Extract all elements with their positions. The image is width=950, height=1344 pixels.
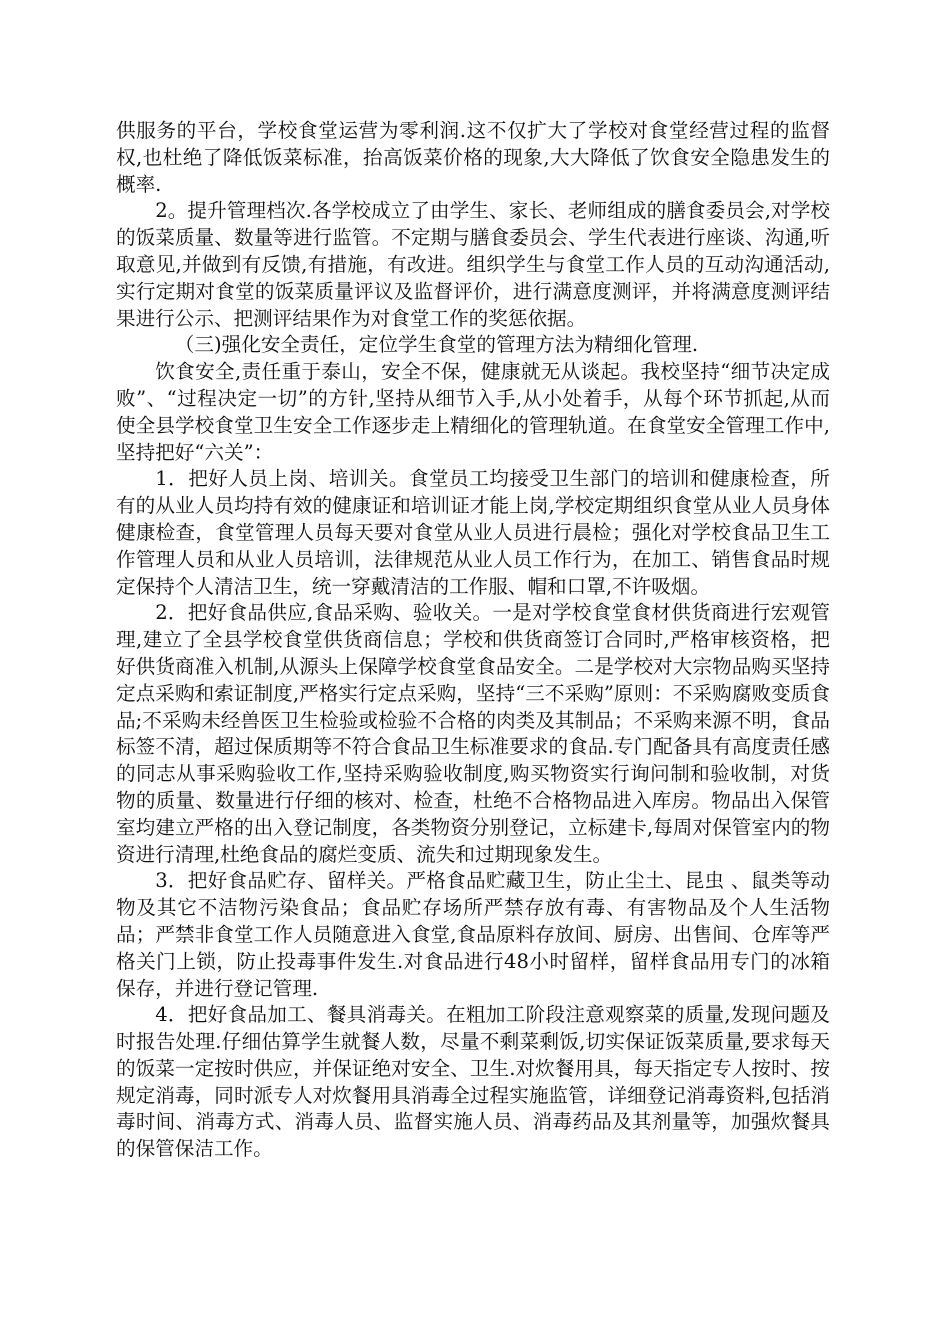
section-heading-safety-responsibility: （三)强化安全责任，定位学生食堂的管理方法为精细化管理.	[174, 333, 699, 357]
paragraph-processing-disinfection: 4．把好食品加工、餐具消毒关。在粗加工阶段注意观察菜的质量,发现问题及时报告处理.仔细估算学生就餐人数，尽量不剩菜剩饭,切实保证饭菜质量,要求每天的饭菜一定按时供应，并保证绝对安全、卫生.对炊餐用具，每天指定专人按时、按规定消毒，同时派专人对炊餐用具消毒全过程实施监管，详细登记消毒资料,包括消毒时间、消毒方式、消毒人员、监督实施人员、消毒药品及其剂量等，加强炊餐具的保管保洁工作。	[116, 1003, 830, 1161]
paragraph-management-level: 2。提升管理档次.各学校成立了由学生、家长、老师组成的膳食委员会,对学校的饭菜质量、数量等进行监管。不定期与膳食委员会、学生代表进行座谈、沟通,听取意见,并做到有反馈,有措施，有改进。组织学生与食堂工作人员的互动沟通活动,实行定期对食堂的饭菜质量评议及监督评价，进行满意度测评，并将满意度测评结果进行公示、把测评结果作为对食堂工作的奖惩依据。	[116, 199, 830, 330]
paragraph-food-safety-principle: 饮食安全,责任重于泰山，安全不保，健康就无从谈起。我校坚持“细节决定成败”、“过程决定一切”的方针,坚持从细节入手,从小处着手，从每个环节抓起,从而使全县学校食堂卫生安全工作逐步走上精细化的管理轨道。在食堂安全管理工作中,坚持把好“六关”：	[116, 360, 830, 464]
paragraph-staff-training: 1．把好人员上岗、培训关。食堂员工均接受卫生部门的培训和健康检查，所有的从业人员均持有效的健康证和培训证才能上岗,学校定期组织食堂从业人员身体健康检查，食堂管理人员每天要对食堂从业人员进行晨检；强化对学校食品卫生工作管理人员和从业人员培训，法律规范从业人员工作行为，在加工、销售食品时规定保持个人清洁卫生，统一穿戴清洁的工作服、帽和口罩,不许吸烟。	[116, 467, 830, 598]
document-body	[116, 118, 830, 1163]
paragraph-intro-continuation: 供服务的平台，学校食堂运营为零利润.这不仅扩大了学校对食堂经营过程的监督权,也杜绝了降低饭菜标准，抬高饭菜价格的现象,大大降低了饮食安全隐患发生的概率.	[116, 119, 830, 196]
paragraph-procurement-inspection: 2．把好食品供应,食品采购、验收关。一是对学校食堂食材供货商进行宏观管理,建立了全县学校食堂供货商信息；学校和供货商签订合同时,严格审核资格，把好供货商准入机制,从源头上保障学校食堂食品安全。二是学校对大宗物品购买坚持定点采购和索证制度,严格实行定点采购，坚持“三不采购”原则：不采购腐败变质食品;不采购未经兽医卫生检验或检验不合格的肉类及其制品；不采购来源不明，食品标签不清，超过保质期等不符合食品卫生标准要求的食品.专门配备具有高度责任感的同志从事采购验收工作,坚持采购验收制度,购买物资实行询问制和验收制，对货物的质量、数量进行仔细的核对、检查，杜绝不合格物品进入库房。物品出入保管室均建立严格的出入登记制度，各类物资分别登记，立标建卡,每周对保管室内的物资进行清理,杜绝食品的腐烂变质、流失和过期现象发生。	[116, 601, 830, 866]
paragraph-storage-sampling: 3．把好食品贮存、留样关。严格食品贮藏卫生，防止尘土、昆虫 、鼠类等动物及其它不洁物污染食品；食品贮存场所严禁存放有毒、有害物品及个人生活物品；严禁非食堂工作人员随意进入食堂,食品原料存放间、厨房、出售间、仓库等严格关门上锁，防止投毒事件发生.对食品进行48小时留样，留样食品用专门的冰箱保存，并进行登记管理.	[116, 869, 830, 1000]
